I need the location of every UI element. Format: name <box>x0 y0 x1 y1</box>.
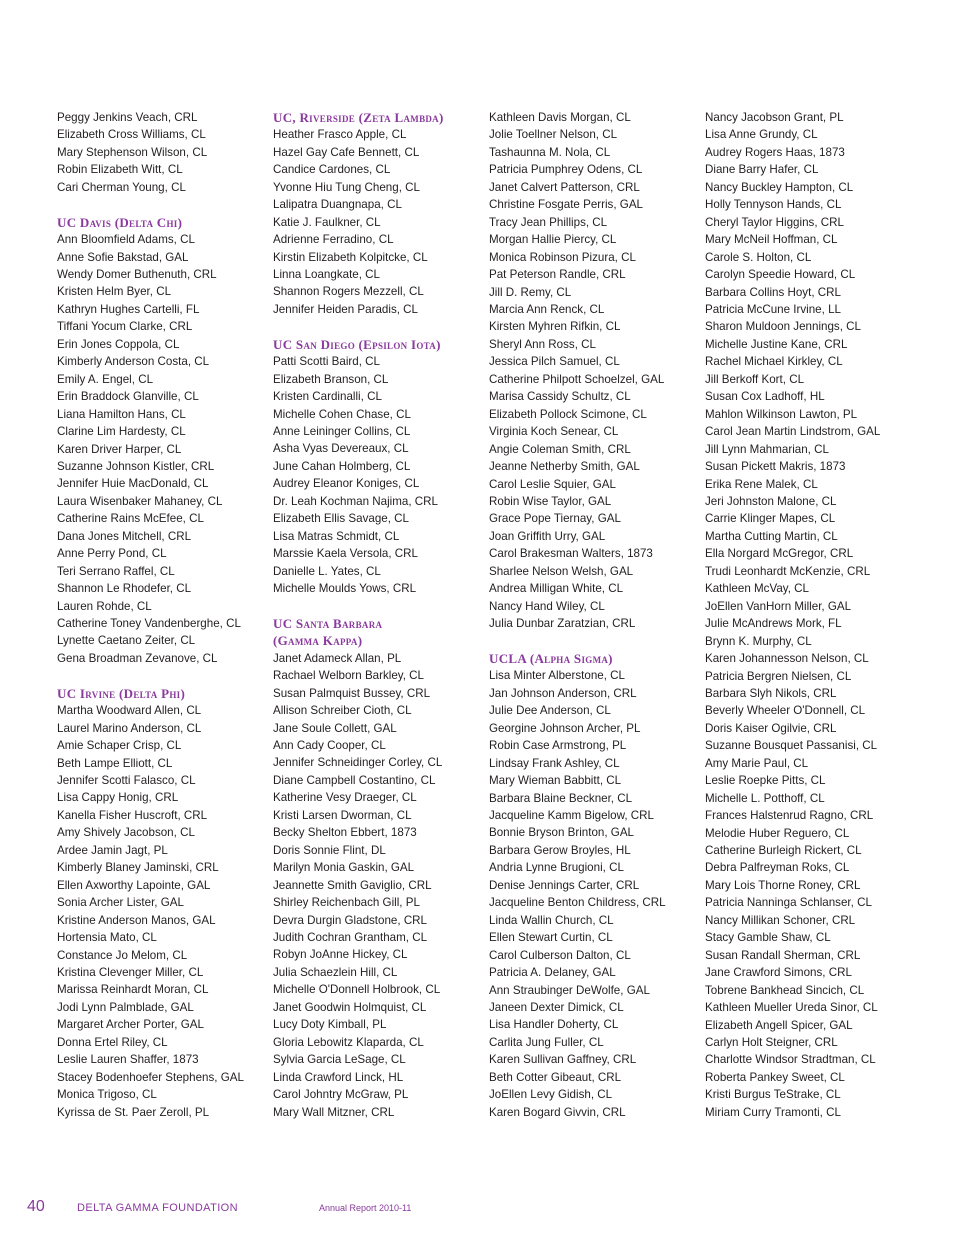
donor-name: Kathleen Davis Morgan, CL <box>489 111 631 124</box>
donor-list <box>273 353 488 597</box>
donor-name: Kristi Larsen Dworman, CL <box>273 808 412 822</box>
donor-name: Teri Serrano Raffel, CL <box>57 564 175 578</box>
donor-name: Heather Frasco Apple, CL <box>273 128 407 142</box>
chapter-heading: UC, Riverside (Zeta Lambda) <box>273 110 444 125</box>
donor-name: Lisa Minter Alberstone, CL <box>489 669 625 683</box>
donor-list <box>705 109 920 1121</box>
donor-name: Kirstin Elizabeth Kolpitcke, CL <box>273 250 428 264</box>
donor-name: Kathleen McVay, CL <box>705 582 809 596</box>
donor-name: Mary Stephenson Wilson, CL <box>57 145 208 159</box>
donor-name: Nancy Buckley Hampton, CL <box>705 180 854 194</box>
chapter-heading: UC Irvine (Delta Phi) <box>57 685 186 701</box>
donor-name: Katherine Vesy Draeger, CL <box>273 791 417 805</box>
donor-name: June Cahan Holmberg, CL <box>273 459 411 473</box>
donor-name: Jennifer Scotti Falasco, CL <box>57 774 196 787</box>
donor-name: Christine Fosgate Perris, GAL <box>489 198 643 212</box>
donor-name: Ella Norgard McGregor, CRL <box>705 547 854 561</box>
donor-name: Patricia McCune Irvine, LL <box>705 302 841 316</box>
chapter-section <box>273 109 488 318</box>
donor-name: Tashaunna M. Nola, CL <box>489 145 611 159</box>
donor-name: JoEllen Levy Gidish, CL <box>489 1088 613 1102</box>
donor-name: Nancy Hand Wiley, CL <box>489 599 605 613</box>
donor-name: Linda Crawford Linck, HL <box>273 1070 404 1084</box>
donor-name: Hazel Gay Cafe Bennett, CL <box>273 145 420 159</box>
donor-name: Monica Robinson Pizura, CL <box>489 250 636 264</box>
donor-name: Debra Palfreyman Roks, CL <box>705 861 850 875</box>
donor-name: Lisa Handler Doherty, CL <box>489 1018 619 1032</box>
donor-name: Janet Calvert Patterson, CRL <box>489 180 640 194</box>
donor-name: Diane Barry Hafer, CL <box>705 163 819 177</box>
column-1 <box>57 109 272 1121</box>
donor-name: Jennifer Schneidinger Corley, CL <box>273 756 443 770</box>
chapter-section <box>273 336 488 598</box>
chapter-section <box>57 214 272 668</box>
donor-name: Rachel Michael Kirkley, CL <box>705 355 843 369</box>
donor-name: Kirsten Myhren Rifkin, CL <box>489 320 621 334</box>
donor-name: Kristen Helm Byer, CL <box>57 285 172 299</box>
donor-name: Morgan Hallie Piercy, CL <box>489 233 617 247</box>
donor-name: Jodi Lynn Palmblade, GAL <box>57 1000 194 1014</box>
donor-name: Wendy Domer Buthenuth, CRL <box>57 267 217 281</box>
section-spacer <box>57 196 272 213</box>
chapter-section <box>57 109 272 196</box>
donor-name: Asha Vyas Devereaux, CL <box>273 442 409 456</box>
donor-name: Angie Coleman Smith, CRL <box>489 442 631 456</box>
donor-name: Jacqueline Kamm Bigelow, CRL <box>489 809 654 823</box>
donor-name: Elizabeth Pollock Scimone, CL <box>489 407 647 421</box>
donor-name: Michelle O'Donnell Holbrook, CL <box>273 983 441 997</box>
chapter-section <box>57 685 272 1121</box>
donor-name: Carol Leslie Squier, GAL <box>489 477 616 491</box>
donor-list <box>273 650 488 1121</box>
donor-name: Robin Wise Taylor, GAL <box>489 494 612 508</box>
donor-name: Grace Pope Tiernay, GAL <box>489 512 621 526</box>
report-title: Annual Report 2010-11 <box>319 1203 412 1213</box>
donor-name: Martha Woodward Allen, CL <box>57 704 202 718</box>
donor-name: Candice Cardones, CL <box>273 163 391 177</box>
donor-name: Katie J. Faulkner, CL <box>273 215 381 229</box>
donor-name: Mary McNeil Hoffman, CL <box>705 233 838 247</box>
donor-name: Gloria Lebowitz Klaparda, CL <box>273 1035 424 1049</box>
donor-list <box>273 126 488 318</box>
donor-name: Barbara Gerow Broyles, HL <box>489 843 631 857</box>
donor-name: Lynette Caetano Zeiter, CL <box>57 634 196 648</box>
donor-name: Julie McAndrews Mork, FL <box>705 617 842 631</box>
chapter-section <box>705 109 920 1121</box>
donor-name: Joan Griffith Urry, GAL <box>489 529 606 543</box>
donor-name: Elizabeth Branson, CL <box>273 372 389 386</box>
donor-list <box>57 231 272 667</box>
donor-name: Ann Straubinger DeWolfe, GAL <box>489 983 650 997</box>
donor-name: Doris Sonnie Flint, DL <box>273 843 386 857</box>
donor-name: Patricia Bergren Nielsen, CL <box>705 669 852 683</box>
donor-name: Kimberly Blaney Jaminski, CRL <box>57 861 219 875</box>
donor-name: Janet Goodwin Holmquist, CL <box>273 1000 427 1014</box>
donor-name: Mahlon Wilkinson Lawton, PL <box>705 407 858 421</box>
donor-name: Leslie Roepke Pitts, CL <box>705 774 826 788</box>
donor-name: Jan Johnson Anderson, CRL <box>489 686 637 700</box>
chapter-heading-line-2: (Gamma Kappa) <box>273 633 363 649</box>
donor-name: Frances Halstenrud Ragno, CRL <box>705 809 874 823</box>
donor-name: Denise Jennings Carter, CRL <box>489 878 640 892</box>
donor-name: Lindsay Frank Ashley, CL <box>489 756 620 770</box>
donor-name: Catherine Philpott Schoelzel, GAL <box>489 372 665 386</box>
donor-name: Julia Schaezlein Hill, CL <box>273 965 398 979</box>
donor-name: Stacy Gamble Shaw, CL <box>705 931 831 945</box>
donor-name: Allison Schreiber Cioth, CL <box>273 704 412 718</box>
donor-list <box>489 109 704 633</box>
donor-name: Lauren Rohde, CL <box>57 599 152 613</box>
donor-name: Karen Driver Harper, CL <box>57 442 182 456</box>
donor-name: Jeri Johnston Malone, CL <box>705 494 837 508</box>
donor-name: Beth Cotter Gibeaut, CRL <box>489 1070 622 1084</box>
donor-name: Jane Crawford Simons, CRL <box>705 966 852 980</box>
donor-name: Jill Berkoff Kort, CL <box>705 372 805 386</box>
donor-name: Adrienne Ferradino, CL <box>273 233 394 247</box>
donor-name: Beverly Wheeler O'Donnell, CL <box>705 704 866 718</box>
page-number: 40 <box>27 1198 45 1215</box>
chapter-section <box>489 109 704 633</box>
foundation-name: DELTA GAMMA FOUNDATION <box>77 1202 238 1214</box>
column-2 <box>273 109 488 1121</box>
donor-name: Martha Cutting Martin, CL <box>705 529 838 543</box>
donor-name: Jeanne Netherby Smith, GAL <box>489 460 640 474</box>
donor-name: Carrie Klinger Mapes, CL <box>705 512 836 526</box>
donor-name: Shannon Rogers Mezzell, CL <box>273 285 424 299</box>
donor-name: Suzanne Johnson Kistler, CRL <box>57 459 215 473</box>
donor-name: Jessica Pilch Samuel, CL <box>489 355 620 369</box>
chapter-heading: UCLA (Alpha Sigma) <box>489 650 613 666</box>
column-3 <box>489 109 704 1121</box>
donor-name: Sharon Muldoon Jennings, CL <box>705 320 861 334</box>
donor-name: Mary Lois Thorne Roney, CRL <box>705 878 861 892</box>
donor-name: Monica Trigoso, CL <box>57 1088 157 1102</box>
donor-name: Pat Peterson Randle, CRL <box>489 268 626 282</box>
donor-name: Cheryl Taylor Higgins, CRL <box>705 215 844 229</box>
donor-name: Jill Lynn Mahmarian, CL <box>705 442 829 456</box>
donor-name: Diane Campbell Costantino, CL <box>273 773 436 787</box>
donor-name: Becky Shelton Ebbert, 1873 <box>273 826 417 840</box>
donor-name: Doris Kaiser Ogilvie, CRL <box>705 721 837 735</box>
donor-name: Carole S. Holton, CL <box>705 250 812 264</box>
donor-name: Roberta Pankey Sweet, CL <box>705 1070 845 1084</box>
donor-name: Ellen Stewart Curtin, CL <box>489 931 613 945</box>
donor-name: Audrey Rogers Haas, 1873 <box>705 145 845 159</box>
donor-name: Clarine Lim Hardesty, CL <box>57 425 186 439</box>
donor-list <box>57 702 272 1121</box>
donor-name: Hortensia Mato, CL <box>57 931 157 945</box>
donor-name: Laura Wisenbaker Mahaney, CL <box>57 494 223 508</box>
donor-name: Anne Leininger Collins, CL <box>273 425 411 438</box>
donor-list <box>57 109 272 196</box>
donor-name: Tobrene Bankhead Sincich, CL <box>705 983 865 997</box>
donor-name: Kathleen Mueller Ureda Sinor, CL <box>705 1001 878 1015</box>
donor-name: Robyn JoAnne Hickey, CL <box>273 948 408 962</box>
donor-name: Catherine Burleigh Rickert, CL <box>705 844 862 858</box>
donor-name: Karen Sullivan Gaffney, CRL <box>489 1053 637 1067</box>
donor-name: Patricia Nanninga Schlanser, CL <box>705 896 872 910</box>
donor-name: Kanella Fisher Huscroft, CRL <box>57 808 208 822</box>
donor-name: Miriam Curry Tramonti, CL <box>705 1105 841 1119</box>
donor-name: Kyrissa de St. Paer Zeroll, PL <box>57 1105 210 1119</box>
donor-name: Carol Johntry McGraw, PL <box>273 1088 409 1102</box>
section-spacer <box>273 598 488 615</box>
donor-name: Trudi Leonhardt McKenzie, CRL <box>705 564 871 578</box>
donor-name: Kimberly Anderson Costa, CL <box>57 355 210 369</box>
donor-name: Jennifer Huie MacDonald, CL <box>57 477 209 491</box>
chapter-heading: UC San Diego (Epsilon Iota) <box>273 336 441 352</box>
donor-name: Catherine Rains McEfee, CL <box>57 512 204 526</box>
chapter-heading: UC Santa Barbara <box>273 615 383 631</box>
donor-name: Karen Bogard Givvin, CRL <box>489 1105 626 1119</box>
donor-name: Carol Jean Martin Lindstrom, GAL <box>705 425 881 439</box>
donor-name: Patti Scotti Baird, CL <box>273 355 380 369</box>
donor-name: Michelle Cohen Chase, CL <box>273 407 411 421</box>
chapter-section <box>273 615 488 1121</box>
donor-name: Margaret Archer Porter, GAL <box>57 1018 204 1032</box>
donor-name: Susan Cox Ladhoff, HL <box>705 390 825 404</box>
donor-name: Mary Wieman Babbitt, CL <box>489 774 622 788</box>
donor-name: Barbara Slyh Nikols, CRL <box>705 686 837 700</box>
donor-name: Julie Dee Anderson, CL <box>489 704 611 718</box>
chapter-section <box>489 650 704 1121</box>
donor-name: Liana Hamilton Hans, CL <box>57 407 186 421</box>
donor-name: Tiffani Yocum Clarke, CRL <box>57 320 193 334</box>
donor-name: Leslie Lauren Shaffer, 1873 <box>57 1053 199 1067</box>
donor-name: Erin Jones Coppola, CL <box>57 337 180 351</box>
donor-name: Linda Wallin Church, CL <box>489 913 614 927</box>
donor-name: Elizabeth Angell Spicer, GAL <box>705 1018 853 1032</box>
donor-name: Shannon Le Rhodefer, CL <box>57 582 192 596</box>
donor-name: Rachael Welborn Barkley, CL <box>273 669 425 683</box>
donor-name: Patricia A. Delaney, GAL <box>489 966 616 980</box>
donor-name: Marilyn Monia Gaskin, GAL <box>273 861 415 875</box>
donor-name: Emily A. Engel, CL <box>57 372 154 386</box>
donor-name: Jeannette Smith Gaviglio, CRL <box>273 878 432 892</box>
donor-name: Marissa Reinhardt Moran, CL <box>57 983 209 997</box>
donor-name: Charlotte Windsor Stradtman, CL <box>705 1053 876 1067</box>
donor-name: Donna Ertel Riley, CL <box>57 1035 168 1049</box>
donor-name: Susan Palmquist Bussey, CRL <box>273 686 431 700</box>
donor-name: Carol Culberson Dalton, CL <box>489 948 631 962</box>
donor-name: Julia Dunbar Zaratzian, CRL <box>489 617 636 631</box>
donor-name: Michelle L. Potthoff, CL <box>705 791 825 805</box>
donor-name: Janeen Dexter Dimick, CL <box>489 1001 624 1014</box>
donor-name: Karen Johannesson Nelson, CL <box>705 652 869 666</box>
donor-name: Marisa Cassidy Schultz, CL <box>489 390 631 404</box>
donor-name: Linna Loangkate, CL <box>273 268 381 282</box>
donor-name: Erika Rene Malek, CL <box>705 477 818 491</box>
donor-name: Lalipatra Duangnapa, CL <box>273 198 402 212</box>
donor-name: Carlyn Holt Steigner, CRL <box>705 1036 838 1050</box>
section-spacer <box>489 633 704 650</box>
donor-name: Melodie Huber Reguero, CL <box>705 826 850 840</box>
donor-name: Lisa Matras Schmidt, CL <box>273 529 400 543</box>
donor-name: Bonnie Bryson Brinton, GAL <box>489 826 635 840</box>
donor-name: Jill D. Remy, CL <box>489 285 572 299</box>
donor-name: Andria Lynne Brugioni, CL <box>489 861 624 875</box>
donor-name: Elizabeth Cross Williams, CL <box>57 128 206 142</box>
donor-name: Ardee Jamin Jagt, PL <box>57 843 168 857</box>
donor-name: Laurel Marino Anderson, CL <box>57 721 202 735</box>
donor-name: Susan Pickett Makris, 1873 <box>705 460 846 474</box>
donor-name: Ann Bloomfield Adams, CL <box>57 233 195 247</box>
donor-name: Jolie Toellner Nelson, CL <box>489 128 618 142</box>
donor-name: Cari Cherman Young, CL <box>57 180 186 194</box>
donor-name: Judith Cochran Grantham, CL <box>273 930 428 944</box>
section-spacer <box>57 667 272 684</box>
donor-name: Carol Brakesman Walters, 1873 <box>489 547 653 561</box>
donor-name: Nancy Jacobson Grant, PL <box>705 111 844 124</box>
donor-name: Stacey Bodenhoefer Stephens, GAL <box>57 1070 244 1084</box>
donor-name: Georgine Johnson Archer, PL <box>489 721 641 735</box>
donor-name: Elizabeth Ellis Savage, CL <box>273 512 409 526</box>
donor-name: Dr. Leah Kochman Najima, CRL <box>273 494 438 508</box>
donor-name: Kristi Burgus TeStrake, CL <box>705 1088 841 1102</box>
donor-name: Nancy Millikan Schoner, CRL <box>705 913 856 927</box>
donor-name: Amy Shively Jacobson, CL <box>57 826 195 840</box>
donor-name: Lisa Anne Grundy, CL <box>705 128 818 142</box>
donor-name: Suzanne Bousquet Passanisi, CL <box>705 739 878 753</box>
donor-name: Susan Randall Sherman, CRL <box>705 948 861 962</box>
donor-name: Peggy Jenkins Veach, CRL <box>57 111 198 124</box>
donor-name: Sharlee Nelson Welsh, GAL <box>489 564 634 578</box>
donor-name: JoEllen VanHorn Miller, GAL <box>705 599 852 613</box>
donor-name: Virginia Koch Senear, CL <box>489 425 619 439</box>
donor-name: Beth Lampe Elliott, CL <box>57 756 173 770</box>
donor-name: Jane Soule Collett, GAL <box>273 721 397 735</box>
donor-name: Sylvia Garcia LeSage, CL <box>273 1053 406 1067</box>
donor-name: Ann Cady Cooper, CL <box>273 739 386 752</box>
donor-name: Constance Jo Melom, CL <box>57 948 188 962</box>
donor-name: Robin Case Armstrong, PL <box>489 739 627 753</box>
donor-name: Patricia Pumphrey Odens, CL <box>489 163 643 177</box>
donor-name: Lisa Cappy Honig, CRL <box>57 791 179 805</box>
donor-name: Kristine Anderson Manos, GAL <box>57 913 216 927</box>
donor-name: Amie Schaper Crisp, CL <box>57 739 182 753</box>
donor-list <box>489 667 704 1121</box>
donor-name: Audrey Eleanor Koniges, CL <box>273 477 420 491</box>
donor-name: Kathryn Hughes Cartelli, FL <box>57 302 200 316</box>
column-4 <box>705 109 920 1121</box>
donor-name: Michelle Justine Kane, CRL <box>705 337 848 351</box>
donor-name: Barbara Blaine Beckner, CL <box>489 791 633 805</box>
donor-name: Holly Tennyson Hands, CL <box>705 198 842 212</box>
donor-name: Kristina Clevenger Miller, CL <box>57 965 204 979</box>
donor-name: Marssie Kaela Versola, CRL <box>273 547 418 561</box>
chapter-heading: UC Davis (Delta Chi) <box>57 214 183 230</box>
donor-name: Janet Adameck Allan, PL <box>273 651 402 665</box>
donor-name: Tracy Jean Phillips, CL <box>489 215 608 229</box>
donor-name: Shirley Reichenbach Gill, PL <box>273 896 420 910</box>
donor-name: Catherine Toney Vandenberghe, CL <box>57 617 241 631</box>
donor-name: Devra Durgin Gladstone, CRL <box>273 913 428 927</box>
donor-name: Marcia Ann Renck, CL <box>489 302 605 316</box>
donor-name: Carlita Jung Fuller, CL <box>489 1035 604 1049</box>
donor-name: Danielle L. Yates, CL <box>273 564 381 578</box>
donor-name: Mary Wall Mitzner, CRL <box>273 1105 395 1119</box>
donor-name: Robin Elizabeth Witt, CL <box>57 163 183 177</box>
donor-name: Sheryl Ann Ross, CL <box>489 337 596 351</box>
section-spacer <box>273 318 488 335</box>
donor-name: Sonia Archer Lister, GAL <box>57 896 184 910</box>
donor-name: Lucy Doty Kimball, PL <box>273 1018 387 1032</box>
donor-name: Carolyn Speedie Howard, CL <box>705 268 856 282</box>
donor-name: Brynn K. Murphy, CL <box>705 634 812 648</box>
donor-name: Jennifer Heiden Paradis, CL <box>273 302 419 316</box>
donor-name: Anne Perry Pond, CL <box>57 547 167 561</box>
donor-name: Gena Broadman Zevanove, CL <box>57 651 218 665</box>
donor-name: Michelle Moulds Yows, CRL <box>273 582 417 596</box>
donor-name: Barbara Collins Hoyt, CRL <box>705 285 841 299</box>
donor-name: Ellen Axworthy Lapointe, GAL <box>57 878 211 892</box>
donor-name: Anne Sofie Bakstad, GAL <box>57 250 189 264</box>
donor-name: Andrea Milligan White, CL <box>489 582 624 596</box>
donor-name: Erin Braddock Glanville, CL <box>57 390 199 404</box>
donor-name: Amy Marie Paul, CL <box>705 756 809 770</box>
donor-name: Kristen Cardinalli, CL <box>273 390 382 404</box>
donor-name: Yvonne Hiu Tung Cheng, CL <box>273 180 420 194</box>
donor-name: Jacqueline Benton Childress, CRL <box>489 896 666 910</box>
donor-name: Dana Jones Mitchell, CRL <box>57 529 192 543</box>
